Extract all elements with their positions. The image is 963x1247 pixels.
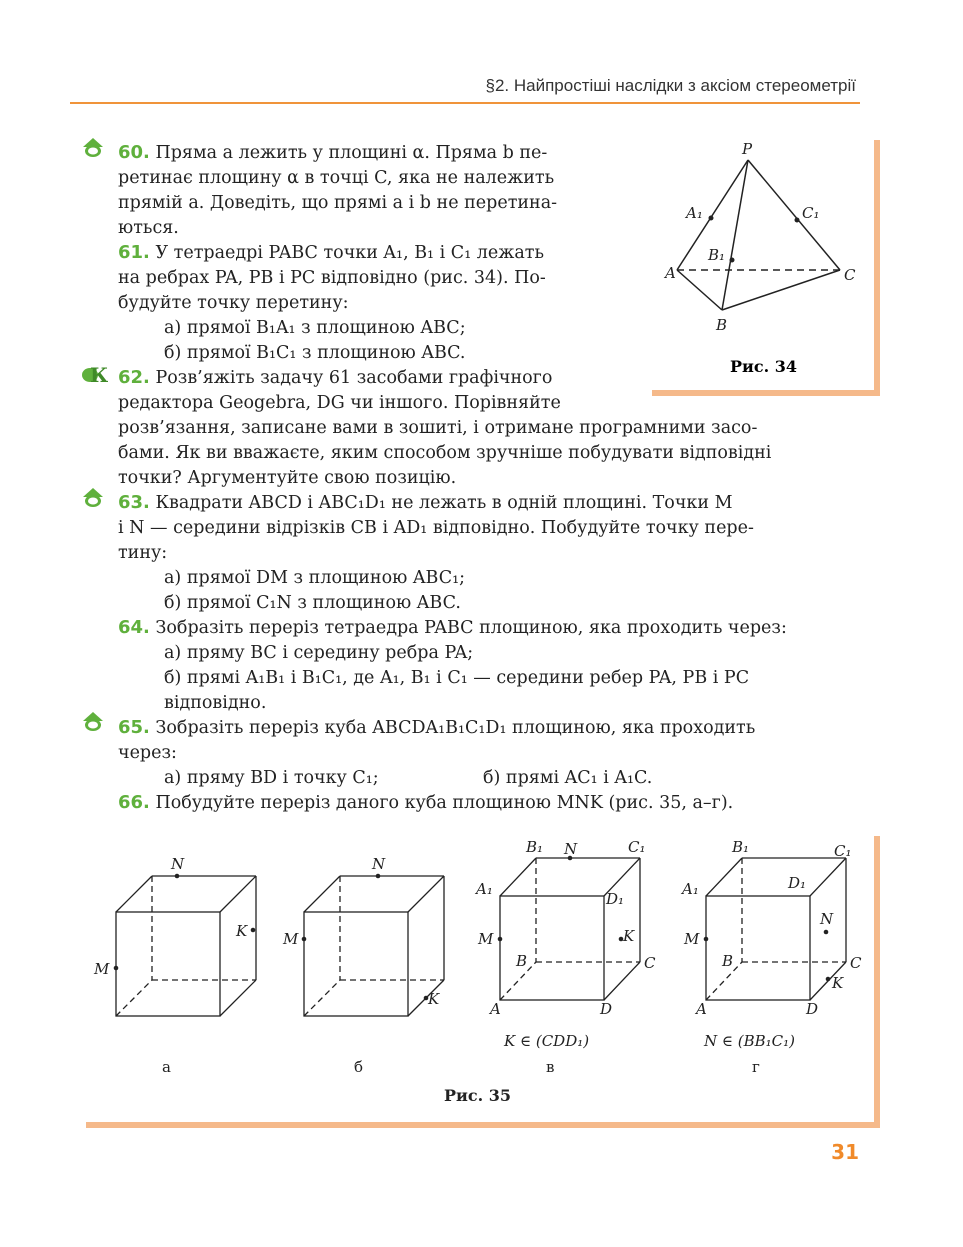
- cube-d-M: M: [684, 930, 700, 948]
- problem-65: [118, 715, 853, 791]
- cube-d-note: N ∈ (BB₁C₁): [704, 1032, 796, 1050]
- cube-a-K: K: [236, 922, 248, 940]
- cube-d-D: D: [806, 1000, 819, 1018]
- cube-d-A1: A₁: [682, 880, 699, 898]
- house-icon: [80, 134, 106, 160]
- cube-c-N: N: [564, 840, 578, 858]
- cube-b-M: M: [283, 930, 299, 948]
- cube-c-C: C: [644, 954, 656, 972]
- cube-c-K: K: [623, 927, 635, 945]
- problem-number: 64.: [118, 617, 150, 638]
- cube-c-B1: B₁: [526, 838, 544, 856]
- label-P: P: [742, 140, 753, 158]
- cube-c: [500, 858, 640, 1000]
- cube-b-K: K: [428, 990, 440, 1008]
- cube-b: [304, 876, 444, 1016]
- problem-number: 65.: [118, 717, 150, 738]
- cube-d-A: A: [696, 1000, 707, 1018]
- label-A: A: [665, 264, 676, 282]
- subitem-b-cont: відповідно.: [164, 693, 267, 713]
- problem-line: на ребрах PA, PB і PC відповідно (рис. 34). По-: [118, 268, 546, 288]
- cube-c-D: D: [600, 1000, 613, 1018]
- subitem-b: б) прямі A₁B₁ і B₁C₁, де A₁, B₁ і C₁ — середини ребер PA, PB і PC: [164, 668, 750, 688]
- cube-c-note: K ∈ (CDD₁): [504, 1032, 590, 1050]
- problem-61: [118, 240, 618, 366]
- cube-c-B: B: [516, 952, 528, 970]
- problem-line: точки? Аргументуйте свою позицію.: [118, 468, 457, 488]
- problem-line: Побудуйте переріз даного куба площиною MNK (рис. 35, а–г).: [155, 793, 734, 813]
- cube-a-M: M: [94, 960, 110, 978]
- cube-d-C: C: [850, 954, 862, 972]
- cube-c-C1: C₁: [628, 838, 646, 856]
- label-C: C: [844, 266, 856, 284]
- problem-64: [118, 615, 853, 716]
- cube-d-N: N: [820, 910, 834, 928]
- problem-60: [118, 140, 618, 241]
- problem-63: [118, 490, 853, 616]
- sublabel-a: а: [162, 1058, 171, 1076]
- subitem-a: а) прямої DM з площиною ABC₁;: [164, 568, 466, 588]
- subitem-b: б) прямої B₁C₁ з площиною ABC.: [164, 343, 466, 363]
- subitem-b: б) прямі AC₁ і A₁C.: [483, 768, 653, 788]
- problem-line: Зобразіть переріз куба ABCDA₁B₁C₁D₁ площиною, яка проходить: [155, 718, 756, 738]
- figure-35-caption: Рис. 35: [444, 1086, 512, 1105]
- cube-d: [706, 858, 846, 1000]
- house-icon: [80, 484, 106, 510]
- problem-line: будуйте точку перетину:: [118, 293, 349, 313]
- sublabel-c: в: [546, 1058, 555, 1076]
- problem-line: розв’язання, записане вами в зошиті, і отримане програмними засо-: [118, 418, 758, 438]
- label-B: B: [716, 316, 728, 334]
- figure-34-tetrahedron: [652, 140, 874, 390]
- cube-d-K: K: [832, 974, 844, 992]
- problem-line: прямій a. Доведіть, що прямі a і b не перетина-: [118, 193, 558, 213]
- problem-line: Пряма a лежить у площині α. Пряма b пе-: [155, 143, 548, 163]
- problem-number: 60.: [118, 142, 150, 163]
- sublabel-d: г: [752, 1058, 760, 1076]
- label-A1: A₁: [686, 204, 703, 222]
- subitem-b: б) прямої C₁N з площиною ABC.: [164, 593, 461, 613]
- cube-c-A1: A₁: [476, 880, 493, 898]
- problem-line: редактора Geogebra, DG чи іншого. Порівняйте: [118, 393, 561, 413]
- cube-a-N: N: [171, 855, 185, 873]
- problem-line: через:: [118, 743, 177, 763]
- problem-line: У тетраедрі PABC точки A₁, B₁ і C₁ лежать: [155, 243, 544, 263]
- cube-d-D1: D₁: [788, 874, 807, 892]
- figure-34-caption: Рис. 34: [730, 357, 798, 376]
- problem-number: 63.: [118, 492, 150, 513]
- subitem-a: а) пряму BC і середину ребра PA;: [164, 643, 474, 663]
- figure-35-cubes: [86, 836, 874, 1122]
- sublabel-b: б: [354, 1058, 364, 1076]
- problem-line: ються.: [118, 218, 179, 238]
- subitem-a: а) пряму BD і точку C₁;: [164, 768, 379, 788]
- cube-b-N: N: [372, 855, 386, 873]
- problem-line: Розв’яжіть задачу 61 засобами графічного: [155, 368, 553, 388]
- label-C1: C₁: [802, 204, 820, 222]
- page-number: 31: [831, 1140, 859, 1164]
- problem-number: 61.: [118, 242, 150, 263]
- cube-c-D1: D₁: [606, 890, 625, 908]
- running-header: [70, 76, 860, 104]
- house-icon: [80, 708, 106, 734]
- cube-c-M: M: [478, 930, 494, 948]
- problem-line: Зобразіть переріз тетраедра PABC площиною, яка проходить через:: [155, 618, 787, 638]
- problem-line: тину:: [118, 543, 168, 563]
- computer-k-icon: [80, 360, 109, 387]
- problem-number: 62.: [118, 367, 150, 388]
- cube-d-B: B: [722, 952, 734, 970]
- problem-number: 66.: [118, 792, 150, 813]
- subitems-row: [118, 766, 853, 791]
- cube-a: [116, 876, 256, 1016]
- cube-d-C1: C₁: [834, 842, 852, 860]
- subitem-a: а) прямої B₁A₁ з площиною ABC;: [164, 318, 466, 338]
- problem-66: [118, 790, 853, 816]
- section-title: §2. Найпростіші наслідки з аксіом стереометрії: [485, 76, 856, 95]
- label-B1: B₁: [708, 246, 726, 264]
- svg-text:К: К: [90, 363, 109, 387]
- problem-line: ретинає площину α в точці C, яка не належить: [118, 168, 555, 188]
- problem-line: бами. Як ви вважаєте, яким способом зручніше побудувати відповідні: [118, 443, 772, 463]
- cube-c-A: A: [490, 1000, 501, 1018]
- problem-line: і N — середини відрізків CB і AD₁ відповідно. Побудуйте точку пере-: [118, 518, 754, 538]
- problem-line: Квадрати ABCD і ABC₁D₁ не лежать в одній площині. Точки M: [155, 493, 733, 513]
- cube-d-B1: B₁: [732, 838, 750, 856]
